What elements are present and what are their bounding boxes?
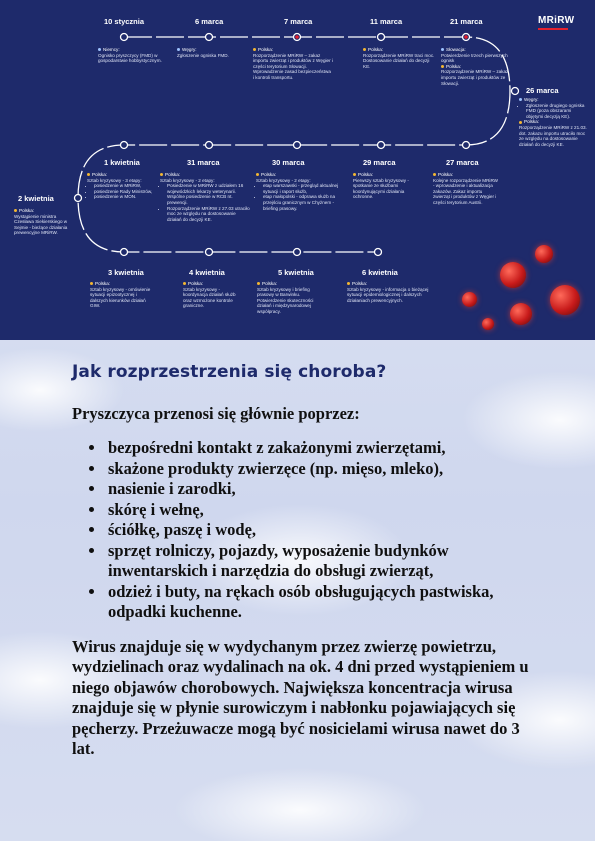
event-text: Polska: Sztab kryzysowy - 2 etapy: • Posiedzenie w MRiRW z udziałem 16 wojewódzkich lekarzy weterynarii. Wspólne posiedzenie w RCB nt. prewencji. • Rozporządzenie MRiRW z 27.03 utraciło moc ze względu na dostosowanie działań do decyzji KE.	[160, 172, 250, 222]
date-label: 7 marca	[284, 17, 313, 26]
article	[72, 362, 532, 760]
virus-illustration	[535, 245, 553, 263]
logo-underline	[538, 28, 568, 30]
list-item: • skórę i wełnę,	[106, 500, 532, 521]
date-label: 5 kwietnia	[278, 268, 314, 277]
event-text: Słowacja: Potwierdzenie trzech pierwszych ognisk Polska: Rozporządzenie MRiRW – zakaz importu zwierząt i produktów ze Słowacji.	[441, 47, 509, 86]
list-item: • odzież i buty, na rękach osób obsługujących pastwiska, odpadki kuchenne.	[106, 582, 532, 623]
event-text: Węgry: Zgłoszenie ogniska FMD.	[177, 47, 229, 58]
event-text: Polska: Rozporządzenie MRiRW – zakaz importu zwierząt i produktów z Węgier i części terytorium Słowacji. Wprowadzenie zasad bezpieczeństwa i kontroli transportu.	[253, 47, 333, 80]
event-text: Polska: Sztab kryzysowy - 3 etapy: • posiedzenie w MRiRW, • posiedzenie Rady Ministrów, • posiedzenie w MON.	[87, 172, 153, 200]
date-label: 21 marca	[450, 17, 483, 26]
virus-illustration	[462, 292, 477, 307]
event-text: Polska: Sztab kryzysowy - informacja o bieżącej sytuacji epidemiologicznej i dalszych działaniach prewencyjnych.	[347, 281, 429, 303]
date-label: 11 marca	[370, 17, 403, 26]
date-label: 26 marca	[526, 86, 559, 95]
date-label: 31 marca	[187, 158, 220, 167]
date-label: 2 kwietnia	[18, 194, 54, 203]
date-label: 27 marca	[446, 158, 479, 167]
article-paragraph: Wirus znajduje się w wydychanym przez zwierzę powietrzu, wydzielinach oraz wydalinach na ok. 4 dni przed wystąpieniem u niego objawów chorobowych. Największa koncentracja wirusa znajduje się w płynie surowiczym i nabłonku pojawiających się pęcherzy. Przeżuwacze mogą być nosicielami wirusa nawet do 3 lat.	[72, 636, 529, 758]
date-label: 3 kwietnia	[108, 268, 144, 277]
list-item: • ściółkę, paszę i wodę,	[106, 520, 532, 541]
event-text: Polska: Sztab kryzysowy i briefing prasowy w Barwinku. Potwierdzenie skuteczności działań i międzynarodowej współpracy.	[257, 281, 314, 314]
virus-illustration	[500, 262, 526, 288]
date-label: 6 marca	[195, 17, 224, 26]
event-text: Polska: Wystąpienie ministra Czesława Siekierskiego w Sejmie - bieżące działania prewencyjne MRiRW.	[14, 208, 68, 236]
list-item: • skażone produkty zwierzęce (np. mięso, mleko),	[106, 459, 532, 480]
event-text: Polska: Sztab kryzysowy - 2 etapy: • etap warszawski - przegląd aktualnej sytuacji i raport służb, • etap małopolski - odprawa służb na przejściu granicznym w Chyżnem - briefing prasowy.	[256, 172, 342, 211]
date-label: 10 stycznia	[104, 17, 145, 26]
event-text: Niemcy: Ognisko pryszczycy (FMD) w gospodarstwie hobbystycznym.	[98, 47, 162, 64]
event-text: Polska: Sztab kryzysowy - omówienie sytuacji epizootycznej i dalszych kierunków działań GIW.	[90, 281, 151, 309]
event-text: Węgry: • Zgłoszenie drugiego ogniska FMD (poza obszarami objętymi decyzją KE). Polska: Rozporządzenie MRiRW z 21.03. dot. zakazu importu utraciło moc ze względu na dostosowanie działań do decyzji KE.	[519, 97, 587, 147]
list-item: • nasienie i zarodki,	[106, 479, 532, 500]
transmission-list	[72, 438, 532, 623]
virus-illustration	[510, 303, 532, 325]
date-label: 6 kwietnia	[362, 268, 398, 277]
list-item: • sprzęt rolniczy, pojazdy, wyposażenie budynków inwentarskich i narzędzia do obsługi zwierząt,	[106, 541, 532, 582]
article-intro: Pryszczyca przenosi się głównie poprzez:	[72, 404, 360, 423]
virus-illustration	[550, 285, 580, 315]
event-text: Polska: Sztab kryzysowy - koordynacja działań służb oraz wzmożone kontrole graniczne.	[183, 281, 236, 309]
article-heading: Jak rozprzestrzenia się choroba?	[72, 362, 387, 382]
date-label: 30 marca	[272, 158, 305, 167]
date-label: 4 kwietnia	[189, 268, 225, 277]
virus-illustration	[482, 318, 494, 330]
timeline-banner	[0, 0, 595, 340]
date-label: 29 marca	[363, 158, 396, 167]
event-text: Polska: Pierwszy sztab kryzysowy - spotkanie ze służbami koordynującymi działania ochronne.	[353, 172, 409, 200]
event-text: Polska: Kolejne rozporządzenie MRiRW - wprowadzenie i aktualizacja zakazów. Zakaz importu zwierząt i produktów z Węgier i części terytorium Austrii.	[433, 172, 499, 205]
list-item: • bezpośredni kontakt z zakażonymi zwierzętami,	[106, 438, 532, 459]
mrirw-logo: MRiRW	[538, 15, 575, 26]
date-label: 1 kwietnia	[104, 158, 140, 167]
event-text: Polska: Rozporządzenie MRiRW traci moc. Dostosowanie działań do decyzji KE.	[363, 47, 435, 69]
